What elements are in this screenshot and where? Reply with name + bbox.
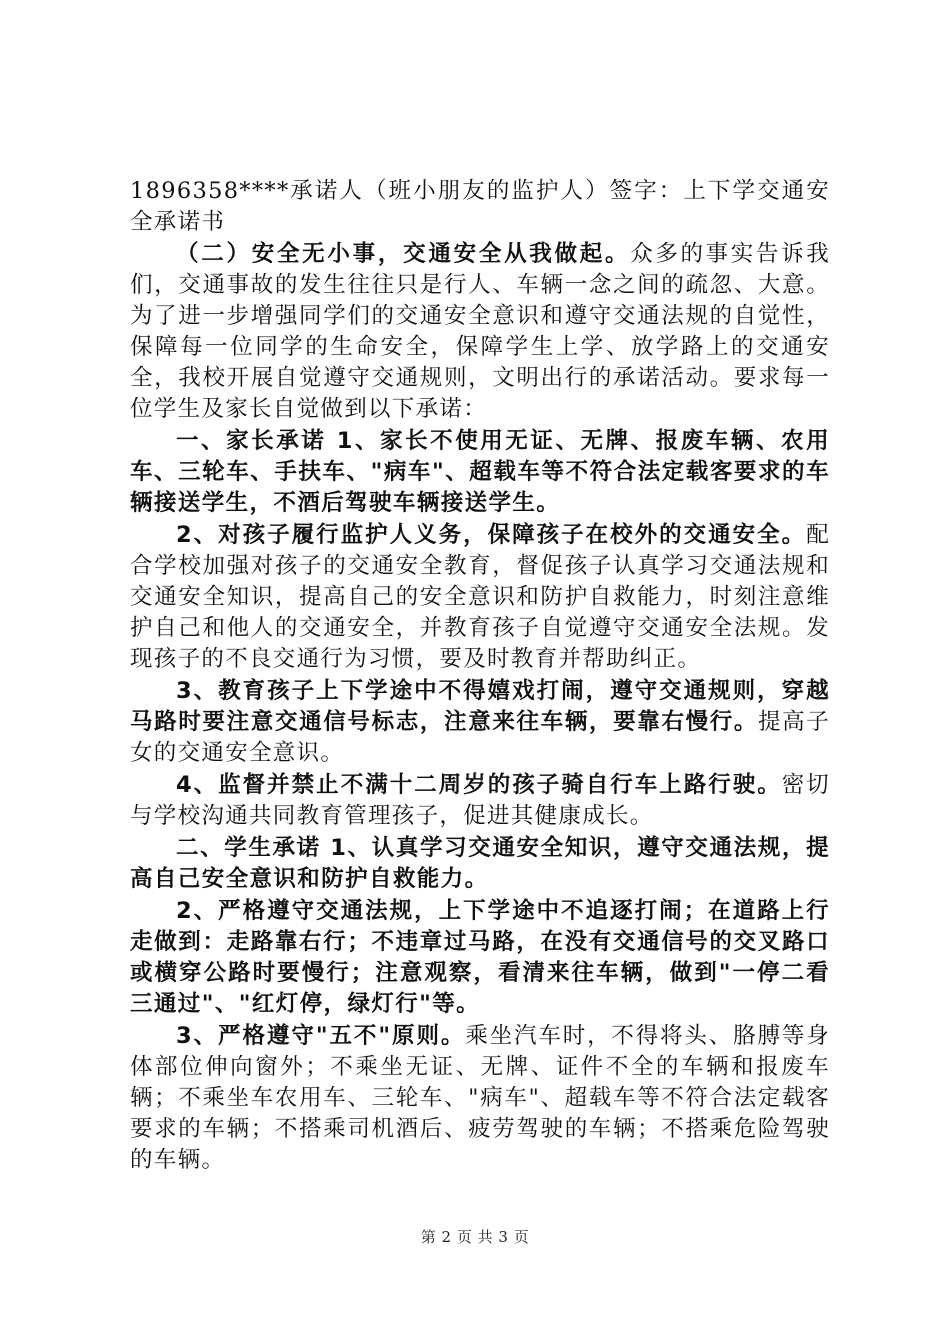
paragraph-student-promise-2 — [130, 896, 830, 1020]
paragraph-lead: 3、严格遵守"五不"原则。 — [176, 1023, 466, 1049]
document-body — [130, 176, 830, 1176]
paragraph-lead: （二）安全无小事，交通安全从我做起。 — [176, 241, 631, 267]
paragraph-text: 众多的事实告诉我们，交通事故的发生往往只是行人、车辆一念之间的疏忽、大意。为了进一步增强同学们的交通安全意识和遵守交通法规的自觉性，保障每一位同学的生命安全，保障学生上学、放学路上的交通安全，我校开展自觉遵守交通规则，文明出行的承诺活动。要求每一位学生及家长自觉做到以下承诺： — [130, 241, 830, 422]
paragraph-lead: 2、对孩子履行监护人义务，保障孩子在校外的交通安全。 — [176, 522, 807, 548]
paragraph-lead: 二、学生承诺 1、认真学习交通安全知识，遵守交通法规，提高自己安全意识和防护自救能力。 — [130, 835, 830, 892]
paragraph-parent-promise-1 — [130, 426, 830, 519]
paragraph-student-promise-3 — [130, 1021, 830, 1176]
paragraph-text: 密切与学校沟通共同教育管理孩子，促进其健康成长。 — [130, 772, 830, 829]
heading-line: 1896358****承诺人（班小朋友的监护人）签字：上下学交通安全承诺书 — [130, 178, 830, 235]
paragraph-student-promise-1 — [130, 833, 830, 895]
paragraph-parent-promise-4 — [130, 770, 830, 832]
paragraph-parent-promise-2 — [130, 520, 830, 675]
paragraph-lead: 4、监督并禁止不满十二周岁的孩子骑自行车上路行驶。 — [176, 772, 782, 798]
paragraph-text: 提高子女的交通安全意识。 — [130, 709, 830, 766]
paragraph-text: 乘坐汽车时，不得将头、胳膊等身体部位伸向窗外；不乘坐无证、无牌、证件不全的车辆和报废车辆；不乘坐车农用车、三轮车、"病车"、超载车等不符合法定载客要求的车辆；不搭乘司机酒后、疲劳驾驶的车辆；不搭乘危险驾驶的车辆。 — [130, 1023, 830, 1173]
paragraph-lead: 2、严格遵守交通法规，上下学途中不追逐打闹；在道路上行走做到：走路靠右行；不违章过马路，在没有交通信号的交叉路口或横穿公路时要慢行；注意观察，看清来往车辆，做到"一停二看三通过"、"红灯停，绿灯行"等。 — [130, 898, 830, 1017]
paragraph-text: 配合学校加强对孩子的交通安全教育，督促孩子认真学习交通法规和交通安全知识，提高自己的安全意识和防护自救能力，时刻注意维护自己和他人的交通安全，并教育孩子自觉遵守交通安全法规。发现孩子的不良交通行为习惯，要及时教育并帮助纠正。 — [130, 522, 830, 672]
paragraph-intro — [130, 239, 830, 425]
page-footer: 第 2 页 共 3 页 — [420, 1228, 530, 1246]
paragraph-lead: 一、家长承诺 1、家长不使用无证、无牌、报废车辆、农用车、三轮车、手扶车、"病车"、超载车等不符合法定载客要求的车辆接送学生，不酒后驾驶车辆接送学生。 — [130, 428, 830, 516]
paragraph-lead: 3、教育孩子上下学途中不得嬉戏打闹，遵守交通规则，穿越马路时要注意交通信号标志，注意来往车辆，要靠右慢行。 — [130, 678, 830, 735]
paragraph-parent-promise-3 — [130, 676, 830, 769]
